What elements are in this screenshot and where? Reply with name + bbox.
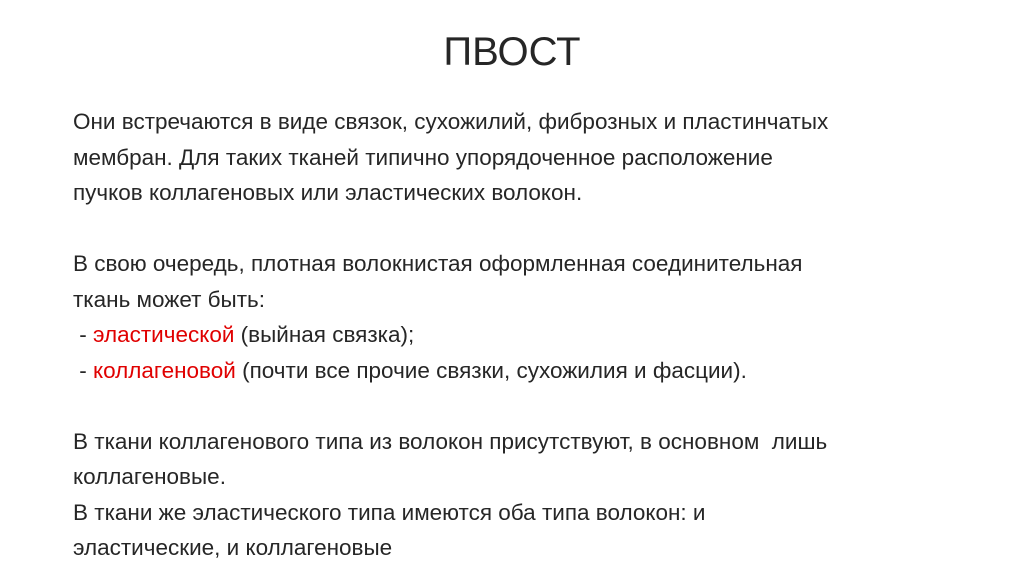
paragraph-3-line-4: эластические, и коллагеновые — [73, 535, 393, 560]
paragraph-2-line-2: ткань может быть: — [73, 286, 265, 312]
paragraph-3-line-3: В ткани же эластического типа имеются оба типа волокон: и — [73, 499, 706, 525]
paragraph-1-line-3: пучков коллагеновых или эластических волокон. — [73, 180, 583, 205]
paragraph-spacer — [73, 388, 973, 424]
paragraph-3-line-2: коллагеновые. — [73, 464, 226, 489]
list-item-text: (выйная связка); — [234, 322, 415, 347]
paragraph-1-line-2: мембран. Для таких тканей типично упорядоченное расположение — [73, 144, 773, 170]
list-item-prefix: - — [73, 357, 93, 383]
list-item-text: (почти все прочие связки, сухожилия и фасции). — [235, 357, 747, 383]
list-item-elastic — [73, 317, 973, 353]
slide-body — [73, 104, 973, 566]
list-item-highlight-elastic: эластической — [93, 322, 235, 347]
paragraph-1-line-1: Они встречаются в виде связок, сухожилий, фиброзных и пластинчатых — [73, 109, 829, 134]
slide-title: ПВОСТ — [443, 30, 581, 74]
paragraph-3-line-1: В ткани коллагенового типа из волокон присутствуют, в основном лишь — [73, 428, 828, 454]
list-item-collagen — [73, 353, 973, 389]
paragraph-2-line-1: В свою очередь, плотная волокнистая оформленная соединительная — [73, 251, 803, 276]
list-item-highlight-collagen: коллагеновой — [93, 357, 236, 383]
paragraph-spacer — [73, 211, 973, 247]
list-item-prefix: - — [73, 322, 93, 347]
